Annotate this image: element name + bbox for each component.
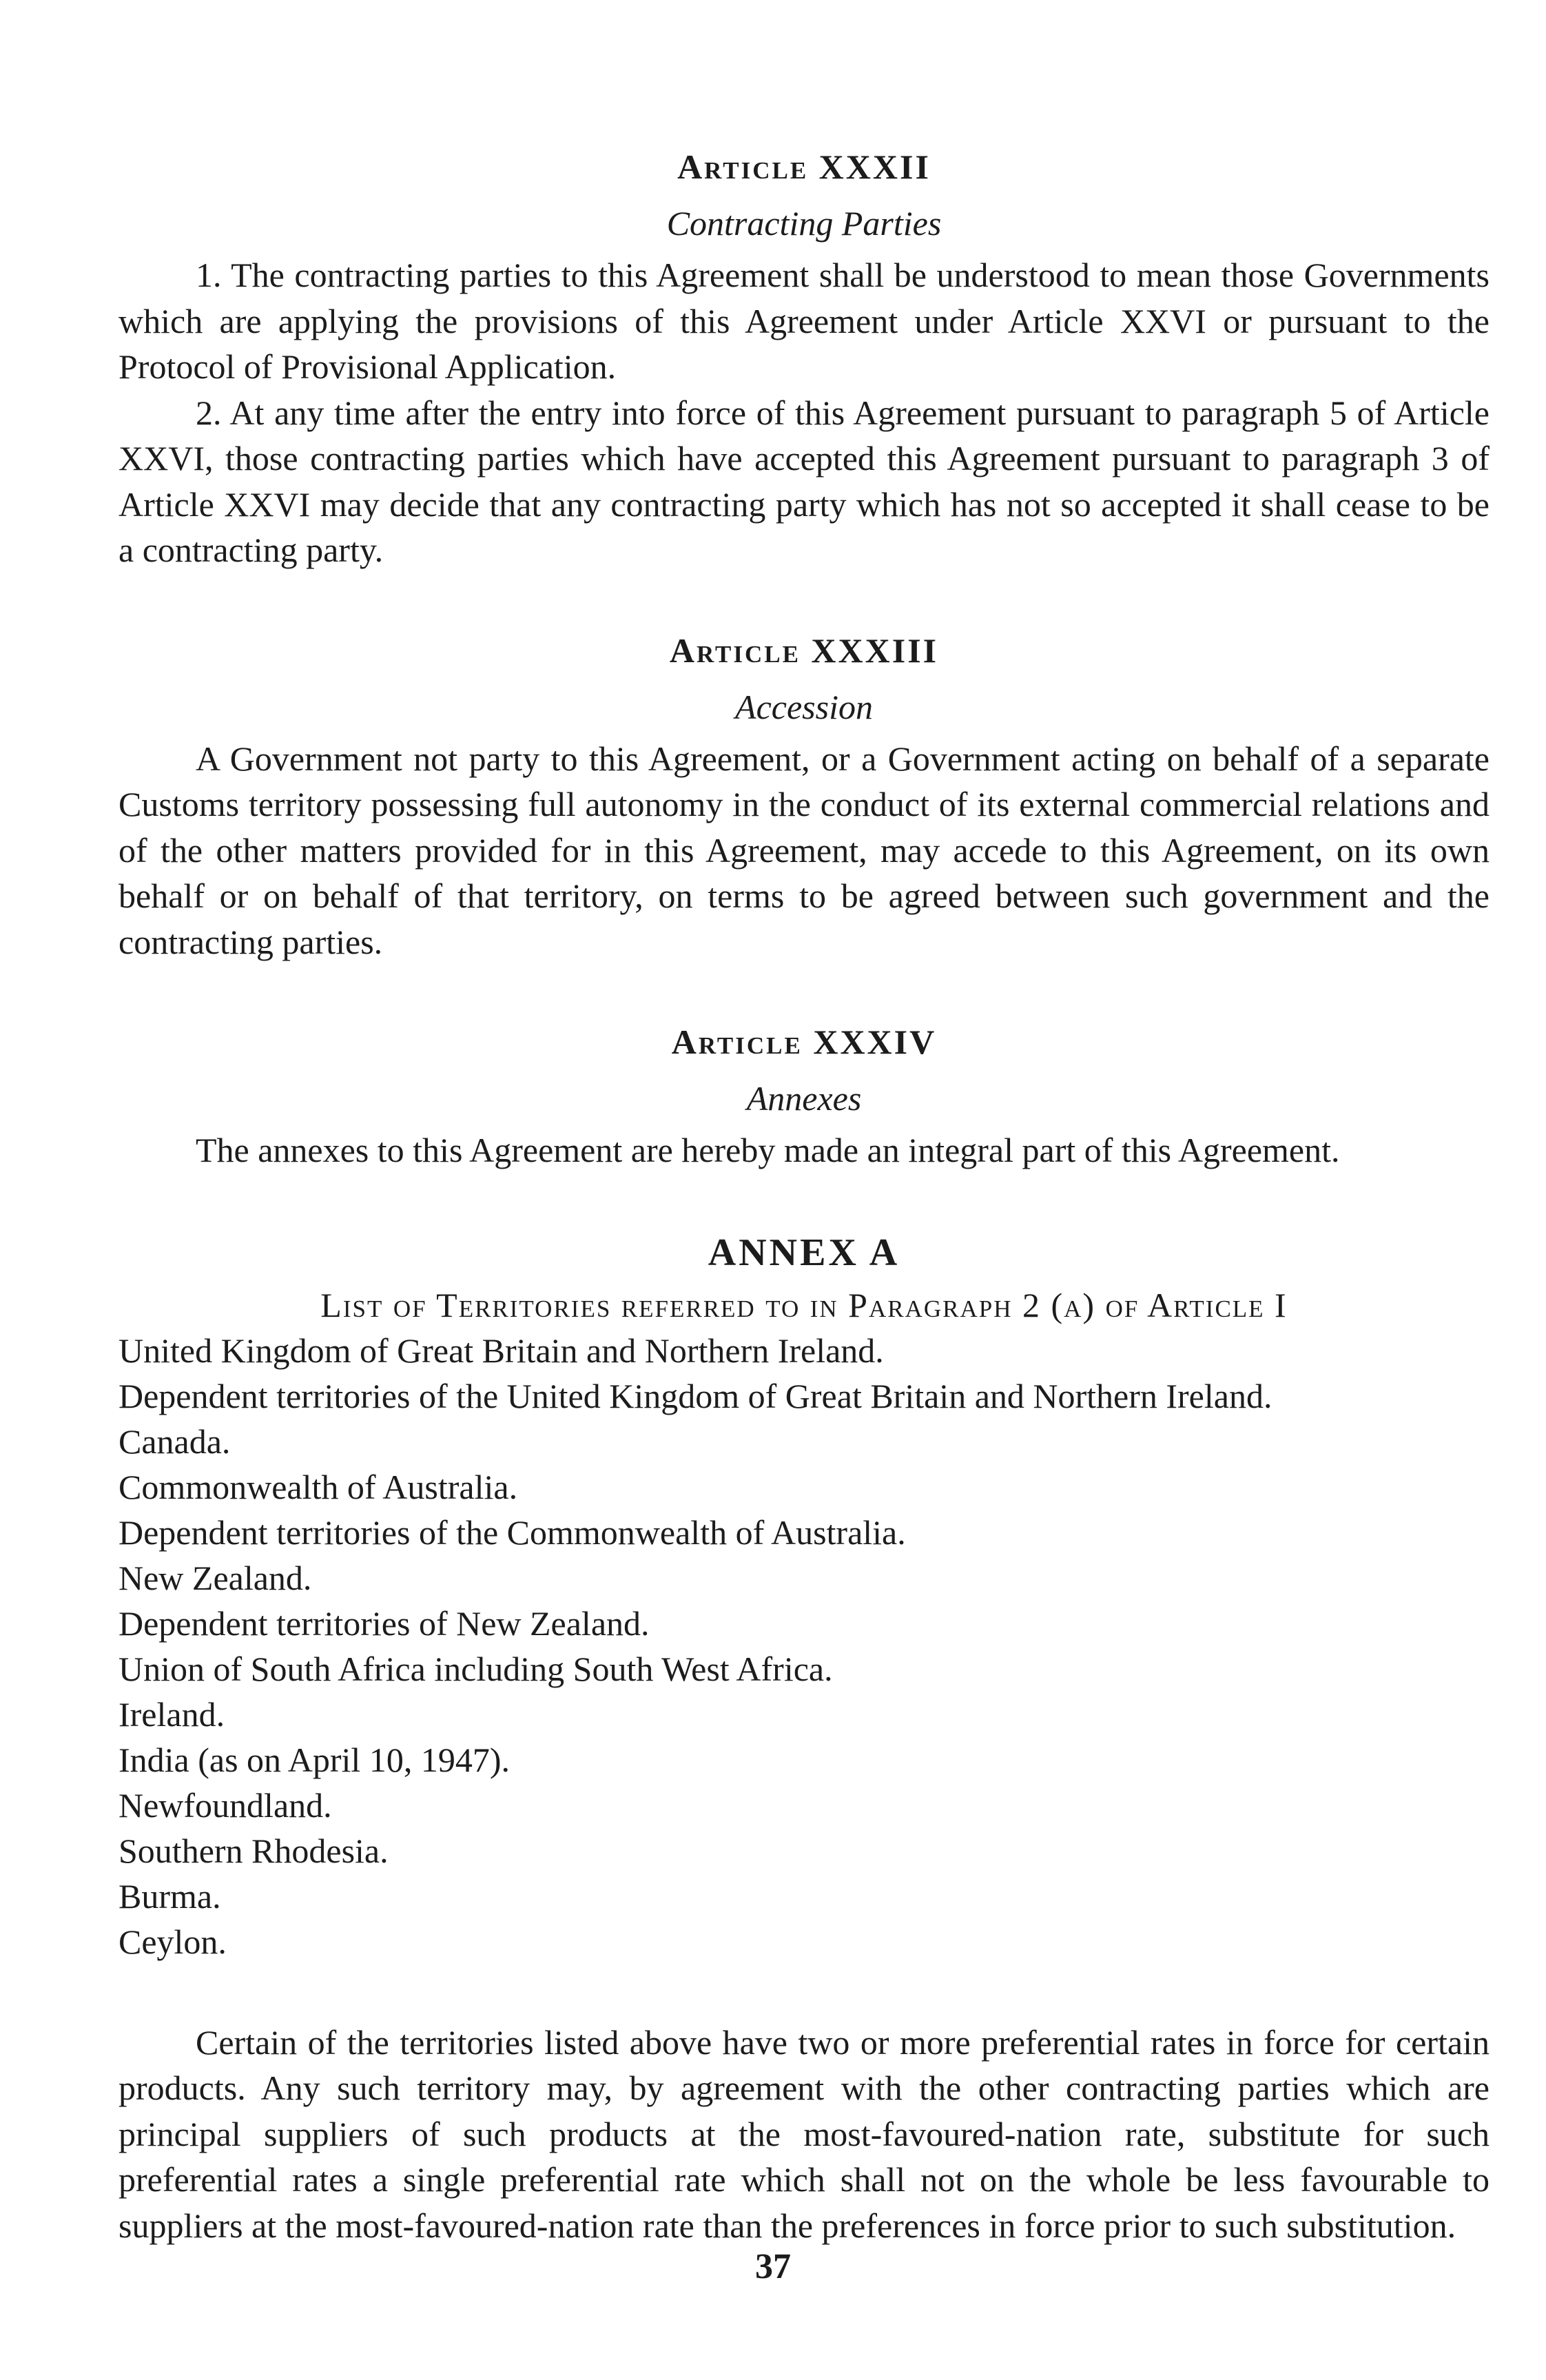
territory-item: Dependent territories of New Zealand.: [118, 1603, 650, 1643]
article-xxxii-paragraph-2: 2. At any time after the entry into force of this Agreement pursuant to paragraph 5 of Article XXVI, those contracting parties which have accepted this Agreement pursuant to paragraph 3 of Article XXVI may decide that any contracting party which has not so accepted it shall cease to be a contracting party.: [118, 393, 1490, 569]
territory-item: Commonwealth of Australia.: [118, 1467, 518, 1506]
document-page: [118, 145, 1490, 2248]
territory-item: Southern Rhodesia.: [118, 1831, 389, 1870]
article-xxxiii-paragraph: A Government not party to this Agreement, or a Government acting on behalf of a separate Customs territory possessing full autonomy in the conduct of its external commercial relations and of the other matters provided for in this Agreement, may accede to this Agreement, on its own behalf or on behalf of that territory, on terms to be agreed between such government and the contracting parties.: [118, 739, 1490, 961]
article-xxxiii-heading: Article XXXIII: [669, 630, 939, 670]
territory-item: Ireland.: [118, 1694, 225, 1734]
territory-item: Canada.: [118, 1422, 231, 1461]
annex-a-title: ANNEX A: [708, 1231, 900, 1274]
article-xxxii-heading: Article XXXII: [677, 147, 931, 186]
page-number: 37: [755, 2247, 791, 2286]
article-xxxiv: [118, 1020, 1490, 1173]
territory-item: United Kingdom of Great Britain and Northern Ireland.: [118, 1331, 884, 1370]
annex-a-note: Certain of the territories listed above have two or more preferential rates in force for certain products. Any such territory may, by agreement with the other contracting parties which are principal suppliers of such products at the most-favoured-nation rate, substitute for such preferential rates a single preferential rate which shall not on the whole be less favourable to suppliers at the most-favoured-nation rate than the preferences in force prior to such substitution.: [118, 2022, 1490, 2245]
article-xxxii-paragraph-1: 1. The contracting parties to this Agreement shall be understood to mean those Governments which are applying the provisions of this Agreement under Article XXVI or pursuant to the Protocol of Provisional Application.: [118, 256, 1490, 386]
annex-a: [118, 1229, 1490, 2249]
article-xxxiii-subtitle: Accession: [735, 687, 873, 726]
article-xxxii: [118, 145, 1490, 573]
territory-item: Burma.: [118, 1876, 221, 1916]
article-xxxiii: [118, 628, 1490, 965]
territory-item: India (as on April 10, 1947).: [118, 1740, 510, 1779]
annex-a-subtitle: List of Territories referred to in Paragraph 2 (a) of Article I: [320, 1285, 1288, 1324]
territory-item: Newfoundland.: [118, 1785, 332, 1825]
article-xxxiv-heading: Article XXXIV: [671, 1023, 937, 1061]
territory-item: Dependent territories of the United Kingdom of Great Britain and Northern Ireland.: [118, 1376, 1272, 1415]
article-xxxii-subtitle: Contracting Parties: [666, 204, 942, 243]
territory-item: Dependent territories of the Commonwealth of Australia.: [118, 1512, 906, 1552]
territory-item: Ceylon.: [118, 1922, 227, 1961]
article-xxxiv-paragraph: The annexes to this Agreement are hereby made an integral part of this Agreement.: [196, 1131, 1340, 1169]
territory-list: [118, 1328, 1490, 1964]
article-xxxiv-subtitle: Annexes: [746, 1079, 862, 1118]
territory-item: New Zealand.: [118, 1558, 312, 1597]
territory-item: Union of South Africa including South West Africa.: [118, 1649, 833, 1688]
